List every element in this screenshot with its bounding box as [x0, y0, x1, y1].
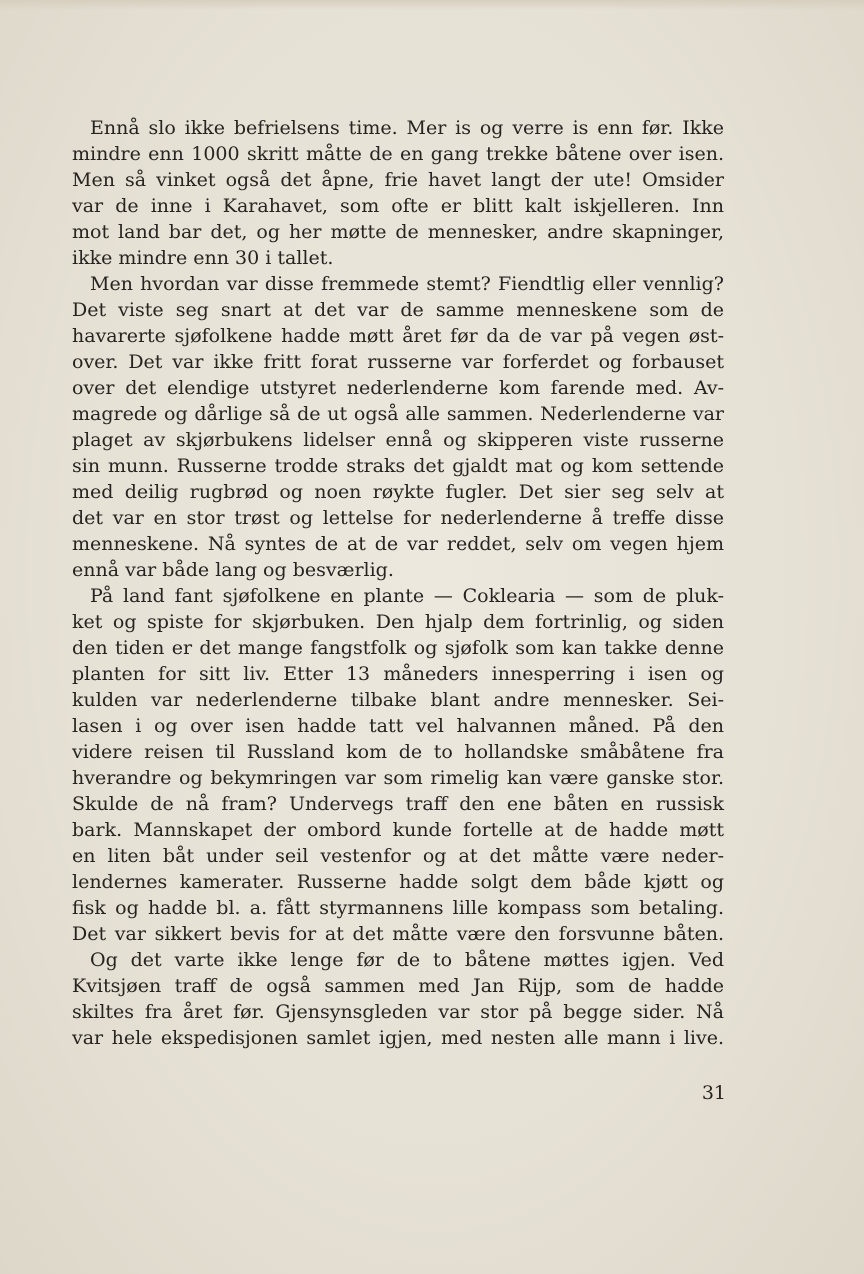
paragraph-1	[72, 115, 724, 271]
text-line: Skulde de nå fram? Undervegs traff den ene båten en russisk	[72, 793, 724, 815]
text-line: planten for sitt liv. Etter 13 måneders innesperring i isen og	[72, 663, 724, 685]
text-line: over. Det var ikke fritt forat russerne var forferdet og forbauset	[72, 351, 724, 373]
text-line: den tiden er det mange fangstfolk og sjøfolk som kan takke denne	[72, 637, 724, 659]
text-line: lendernes kamerater. Russerne hadde solgt dem både kjøtt og	[72, 871, 724, 893]
text-line: menneskene. Nå syntes de at de var reddet, selv om vegen hjem	[72, 533, 724, 555]
text-line: fisk og hadde bl. a. fått styrmannens lille kompass som betaling.	[72, 897, 724, 919]
paragraph-2	[72, 271, 724, 583]
text-line: plaget av skjørbukens lidelser ennå og skipperen viste russerne	[72, 429, 724, 451]
text-line: ikke mindre enn 30 i tallet.	[72, 247, 334, 269]
text-line: Men hvordan var disse fremmede stemt? Fiendtlig eller vennlig?	[90, 273, 724, 295]
text-line: magrede og dårlige så de ut også alle sammen. Nederlenderne var	[72, 403, 724, 425]
text-line: bark. Mannskapet der ombord kunde fortelle at de hadde møtt	[72, 819, 724, 841]
text-line: var hele ekspedisjonen samlet igjen, med nesten alle mann i live.	[72, 1027, 724, 1049]
text-line: Men så vinket også det åpne, frie havet langt der ute! Omsider	[72, 169, 724, 191]
text-line: skiltes fra året før. Gjensynsgleden var stor på begge sider. Nå	[72, 1001, 724, 1023]
text-line: kulden var nederlenderne tilbake blant andre mennesker. Sei-	[72, 689, 724, 711]
text-line: hverandre og bekymringen var som rimelig kan være ganske stor.	[72, 767, 724, 789]
paragraph-4	[72, 947, 724, 1051]
text-line: mindre enn 1000 skritt måtte de en gang trekke båtene over isen.	[72, 143, 724, 165]
text-line: Det viste seg snart at det var de samme menneskene som de	[72, 299, 724, 321]
text-line: Kvitsjøen traff de også sammen med Jan Rijp, som de hadde	[72, 975, 724, 997]
text-line: videre reisen til Russland kom de to hollandske småbåtene fra	[72, 741, 724, 763]
text-line: det var en stor trøst og lettelse for nederlenderne å treffe disse	[72, 507, 724, 529]
text-line: sin munn. Russerne trodde straks det gjaldt mat og kom settende	[72, 455, 724, 477]
text-line: havarerte sjøfolkene hadde møtt året før da de var på vegen øst-	[72, 325, 724, 347]
text-line: Ennå slo ikke befrielsens time. Mer is og verre is enn før. Ikke	[90, 117, 724, 139]
paragraph-3	[72, 583, 724, 947]
body-text	[72, 115, 724, 1051]
text-line: Og det varte ikke lenge før de to båtene møttes igjen. Ved	[90, 949, 724, 971]
text-line: Det var sikkert bevis for at det måtte være den forsvunne båten.	[72, 923, 724, 945]
text-line: en liten båt under seil vestenfor og at det måtte være neder-	[72, 845, 724, 867]
text-line: mot land bar det, og her møtte de mennesker, andre skapninger,	[72, 221, 724, 243]
text-line: lasen i og over isen hadde tatt vel halvannen måned. På den	[72, 715, 724, 737]
text-line: På land fant sjøfolkene en plante — Coklearia — som de pluk-	[90, 585, 724, 607]
text-line: med deilig rugbrød og noen røykte fugler. Det sier seg selv at	[72, 481, 724, 503]
text-line: ennå var både lang og besværlig.	[72, 559, 394, 581]
text-line: ket og spiste for skjørbuken. Den hjalp dem fortrinlig, og siden	[72, 611, 724, 633]
text-line: over det elendige utstyret nederlenderne kom farende med. Av-	[72, 377, 724, 399]
page-number: 31	[701, 1082, 726, 1104]
page-top-edge	[0, 0, 864, 10]
text-line: var de inne i Karahavet, som ofte er blitt kalt iskjelleren. Inn	[72, 195, 724, 217]
